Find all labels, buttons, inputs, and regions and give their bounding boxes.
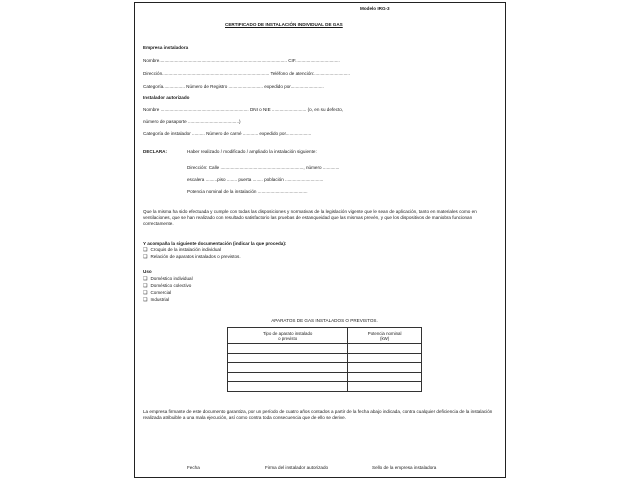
instalador-line-passport: número de pasaporte ........................................): [143, 119, 241, 124]
empresa-line-name: Nombre.................................................................................................... CIF...................................: [143, 58, 340, 63]
docs-item: [143, 254, 241, 260]
aparatos-cell: [348, 344, 422, 354]
aparatos-cell: [228, 344, 348, 354]
uso-item: [143, 290, 171, 296]
declara-label: DECLARA:: [143, 149, 167, 154]
aparatos-col-power-line2: (kW): [380, 335, 390, 341]
form-model-label: Modelo IRG-3: [360, 6, 390, 11]
checkbox-icon: ❑: [143, 290, 148, 296]
empresa-line-category: Categoría................. Número de Registro ........................... expedido por..........................: [143, 84, 324, 89]
docs-heading: Y acompaña la siguiente documentación (indicar la que proceda):: [143, 241, 287, 246]
form-title: CERTIFICADO DE INSTALACIÓN INDIVIDUAL DE GAS: [225, 22, 343, 27]
empresa-line-address: Dirección.................................................................................... Teléfono de atención:............................: [143, 71, 350, 76]
declara-intro: Haber realizado / modificado / ampliado la instalación siguiente:: [187, 149, 317, 154]
aparatos-cell: [228, 353, 348, 363]
aparatos-row: [228, 344, 422, 354]
instalador-line-category: Categoría de instalador .......... Número de carné ............ expedido por....................: [143, 131, 312, 136]
aparatos-col-type-line2: o previsto: [278, 335, 298, 341]
aparatos-col-power: [348, 328, 422, 344]
aparatos-cell: [348, 372, 422, 382]
docs-item-label: Croquis de la instalación individual: [150, 247, 221, 252]
uso-item-label: Doméstico individual: [150, 276, 193, 281]
declara-floor-line: escalera .........piso ........ puerta ........ población ..............................: [187, 177, 324, 182]
instalador-heading: Instalador autorizado: [143, 95, 190, 100]
checkbox-icon: ❑: [143, 297, 148, 303]
checkbox-icon: ❑: [143, 283, 148, 289]
garantia-paragraph: La empresa firmante de este documento garantiza, por un período de cuatro años contados a partir de la fecha abajo indicada, contra cualquier deficiencia de la instalación realizada atribuible a una mala ejecución, así como contra toda consecuencia que de ello se derive.: [143, 409, 493, 421]
checkbox-icon: ❑: [143, 254, 148, 260]
declara-address-line: Dirección: Calle ................................................................., número .............: [187, 165, 340, 170]
aparatos-row: [228, 363, 422, 373]
signature-installer-label: Firma del instalador autorizado: [265, 465, 329, 470]
signature-date-label: Fecha: [187, 465, 200, 470]
empresa-heading: Empresa instaladora: [143, 45, 189, 50]
declara-power-line: Potencia nominal de la instalación .......................................: [187, 189, 308, 194]
aparatos-cell: [348, 382, 422, 392]
certificate-page: [134, 2, 506, 478]
signature-stamp-label: Sello de la empresa instaladora: [372, 465, 437, 470]
uso-item: [143, 297, 169, 303]
aparatos-body: [228, 344, 422, 392]
aparatos-cell: [228, 372, 348, 382]
uso-item-label: Comercial: [150, 290, 172, 295]
aparatos-cell: [348, 363, 422, 373]
aparatos-row: [228, 372, 422, 382]
aparatos-row: [228, 382, 422, 392]
uso-item-label: Industrial: [150, 297, 170, 302]
aparatos-row: [228, 353, 422, 363]
aparatos-col-type-line1: Tipo de aparato instalado: [262, 330, 313, 336]
aparatos-col-power-line1: Potencia nominal: [367, 330, 402, 336]
uso-item: [143, 283, 191, 289]
checkbox-icon: ❑: [143, 247, 148, 253]
docs-item-label: Relación de aparatos instalados o previstos.: [150, 254, 241, 259]
aparatos-cell: [228, 363, 348, 373]
aparatos-title: APARATOS DE GAS INSTALADOS O PREVISTOS.: [271, 318, 378, 323]
uso-heading: Uso: [143, 269, 152, 274]
docs-item: [143, 247, 221, 253]
aparatos-header-row: [228, 328, 422, 344]
aparatos-col-type: [228, 328, 348, 344]
aparatos-cell: [348, 353, 422, 363]
aparatos-cell: [228, 382, 348, 392]
compliance-paragraph: Que la misma ha sido efectuada y cumple con todas las disposiciones y normativas de la legislación vigente que le sean de aplicación, tanto en materiales como en ventilaciones, que se han realizado con resultado satisfactorio las pruebas de estanqueidad que las mismas prevén, y que los dispositivos de maniobra funcionan correctamente.: [143, 209, 477, 227]
uso-item: [143, 276, 193, 282]
aparatos-table: [227, 327, 422, 392]
checkbox-icon: ❑: [143, 276, 148, 282]
instalador-line-name: Nombre ..................................................................... DNI o NIE ........................... (o, en su defecto,: [143, 107, 344, 112]
uso-item-label: Doméstico colectivo: [150, 283, 192, 288]
